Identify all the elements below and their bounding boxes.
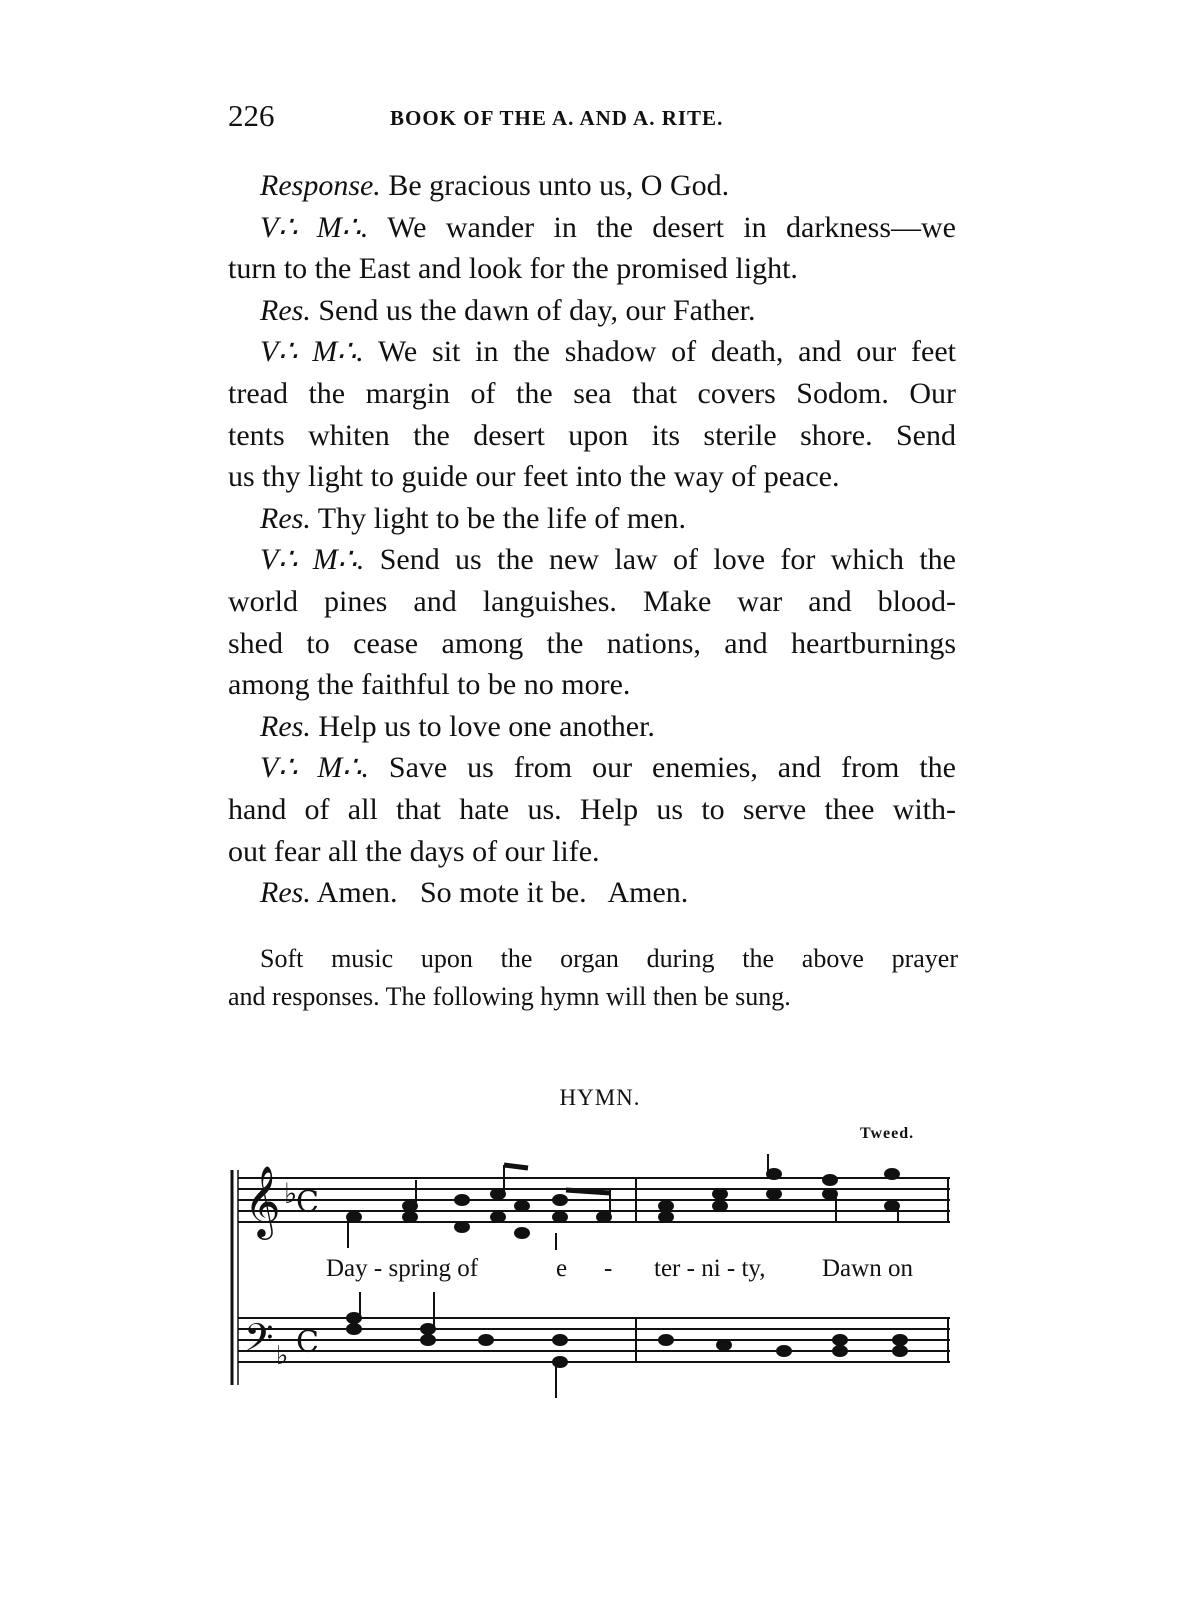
prayer-text: turn to the East and look for the promised light.: [228, 252, 798, 286]
prayer-text: Save us from our enemies, and from the: [368, 751, 956, 785]
svg-text:♭: ♭: [284, 1177, 298, 1210]
page-number: 226: [228, 98, 275, 133]
prayer-text: Send us the dawn of day, our Father.: [310, 293, 756, 327]
speaker-label: Res.: [260, 293, 311, 327]
prayer-text: Be gracious unto us, O God.: [380, 169, 730, 202]
hymn-title: HYMN.: [559, 1085, 641, 1110]
prayer-text: us thy light to guide our feet into the way of peace.: [228, 460, 840, 494]
running-head: BOOK OF THE A. AND A. RITE.: [390, 106, 724, 130]
speaker-label: V∴ M∴.: [260, 335, 364, 369]
prayer-text: We wander in the desert in darkness—we: [368, 210, 956, 244]
svg-text:𝄢: 𝄢: [244, 1315, 274, 1369]
svg-text:♭: ♭: [276, 1341, 289, 1371]
prayer-text: tread the margin of the sea that covers Sodom. Our: [228, 376, 956, 410]
prayer-text: Help us to love one another.: [310, 709, 655, 743]
hymn-lyric: -: [604, 1255, 613, 1282]
speaker-label: Res.: [260, 709, 311, 743]
prayer-text: We sit in the shadow of death, and our feet: [363, 335, 956, 369]
prayer-text: world pines and languishes. Make war and blood-: [228, 584, 956, 618]
prayer-text: Amen. So mote it be. Amen.: [310, 876, 689, 910]
speaker-label: Res.: [260, 876, 311, 910]
hymn-composer: Tweed.: [860, 1125, 915, 1142]
svg-text:𝄞: 𝄞: [244, 1164, 281, 1237]
hymn-lyric: Dawn on: [822, 1255, 913, 1282]
prayer-text: among the faithful to be no more.: [228, 668, 631, 702]
speaker-label: V∴ M∴.: [260, 751, 369, 785]
rubric-line: Soft music upon the organ during the above prayer: [260, 944, 958, 973]
prayer-text: shed to cease among the nations, and heartburnings: [228, 626, 956, 660]
speaker-label: Res.: [260, 501, 311, 535]
prayer-text: tents whiten the desert upon its sterile shore. Send: [228, 418, 956, 452]
hymn-lyric: e: [556, 1255, 568, 1282]
svg-text:C: C: [296, 1185, 319, 1220]
prayer-text: hand of all that hate us. Help us to serve thee with-: [228, 792, 956, 826]
hymn-lyric: Day - spring of: [326, 1255, 479, 1282]
prayer-text: Thy light to be the life of men.: [310, 501, 687, 535]
speaker-label: V∴ M∴.: [260, 210, 369, 244]
prayer-text: Send us the new law of love for which the: [364, 543, 956, 577]
hymn-lyric: ter - ni - ty,: [654, 1255, 766, 1282]
speaker-label: V∴ M∴.: [260, 543, 365, 577]
svg-text:C: C: [296, 1325, 319, 1360]
prayer-text: out fear all the days of our life.: [228, 834, 600, 868]
speaker-label: Response.: [260, 169, 381, 202]
rubric-line: and responses. The following hymn will then be sung.: [228, 982, 791, 1011]
